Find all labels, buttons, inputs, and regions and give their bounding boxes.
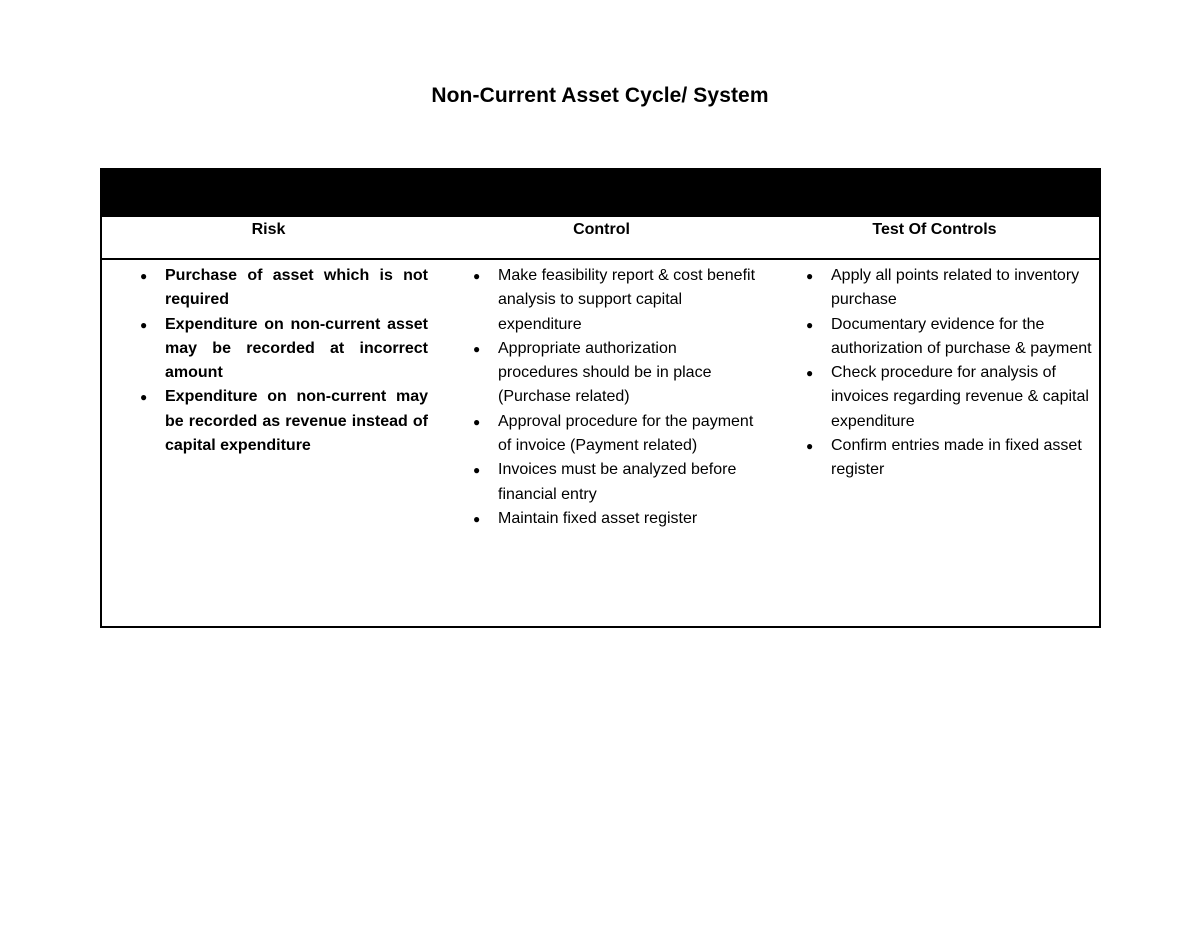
control-item-text: Approval procedure for the payment of invoice (Payment related): [498, 412, 754, 455]
list-item: [798, 434, 1094, 483]
list-item: [465, 337, 761, 410]
list-item: [465, 458, 761, 507]
bullet-icon: ●: [473, 269, 481, 283]
bullet-icon: ●: [473, 414, 481, 429]
list-item: [465, 264, 761, 337]
control-item-text: Maintain fixed asset register: [498, 509, 698, 527]
bullet-icon: ●: [140, 317, 148, 332]
test-item-text: Confirm entries made in fixed asset register: [831, 437, 1082, 479]
bullet-icon: ●: [806, 269, 814, 283]
control-column-header: Control: [573, 221, 630, 238]
list-item: [798, 361, 1094, 434]
risk-item-text: Purchase of asset which is not required: [165, 267, 428, 309]
list-item: [798, 313, 1094, 362]
bullet-icon: ●: [806, 317, 814, 332]
list-item: [132, 313, 428, 386]
test-item-text: Apply all points related to inventory purchase: [831, 267, 1080, 309]
risk-column-header: Risk: [251, 221, 286, 238]
test-item-text: Documentary evidence for the authorization of purchase & payment: [831, 315, 1092, 357]
test-list: [798, 264, 1094, 483]
test-item-text: Check procedure for analysis of invoices regarding revenue & capital expenditure: [831, 364, 1089, 430]
list-item: [465, 410, 761, 459]
bullet-icon: ●: [806, 439, 814, 454]
risk-list: [132, 264, 428, 458]
bullet-icon: ●: [473, 511, 481, 526]
bullet-icon: ●: [140, 269, 148, 283]
list-item: [132, 385, 428, 458]
bullet-icon: ●: [140, 390, 148, 405]
control-item-text: Make feasibility report & cost benefit analysis to support capital expenditure: [498, 267, 756, 333]
bullet-icon: ●: [806, 366, 814, 381]
risk-control-table: [100, 168, 1101, 628]
bullet-icon: ●: [473, 463, 481, 478]
list-item: [132, 264, 428, 313]
page-title: Non-Current Asset Cycle/ System: [431, 84, 769, 107]
risk-item-text: Expenditure on non-current may be recorded as revenue instead of capital expenditure: [165, 388, 428, 455]
list-item: [798, 264, 1094, 313]
risk-item-text: Expenditure on non-current asset may be recorded at incorrect amount: [165, 315, 428, 382]
test-of-controls-column-header: Test Of Controls: [872, 221, 997, 238]
bullet-icon: ●: [473, 341, 481, 356]
list-item: [465, 507, 761, 531]
control-cell: [465, 264, 761, 531]
table-header-row: [102, 217, 1099, 260]
control-list: [465, 264, 761, 531]
risk-cell: [132, 264, 428, 458]
control-item-text: Invoices must be analyzed before financial entry: [498, 461, 737, 503]
control-item-text: Appropriate authorization procedures should be in place (Purchase related): [498, 339, 712, 406]
test-of-controls-cell: [798, 264, 1094, 483]
table-header-bar: [102, 170, 1099, 217]
